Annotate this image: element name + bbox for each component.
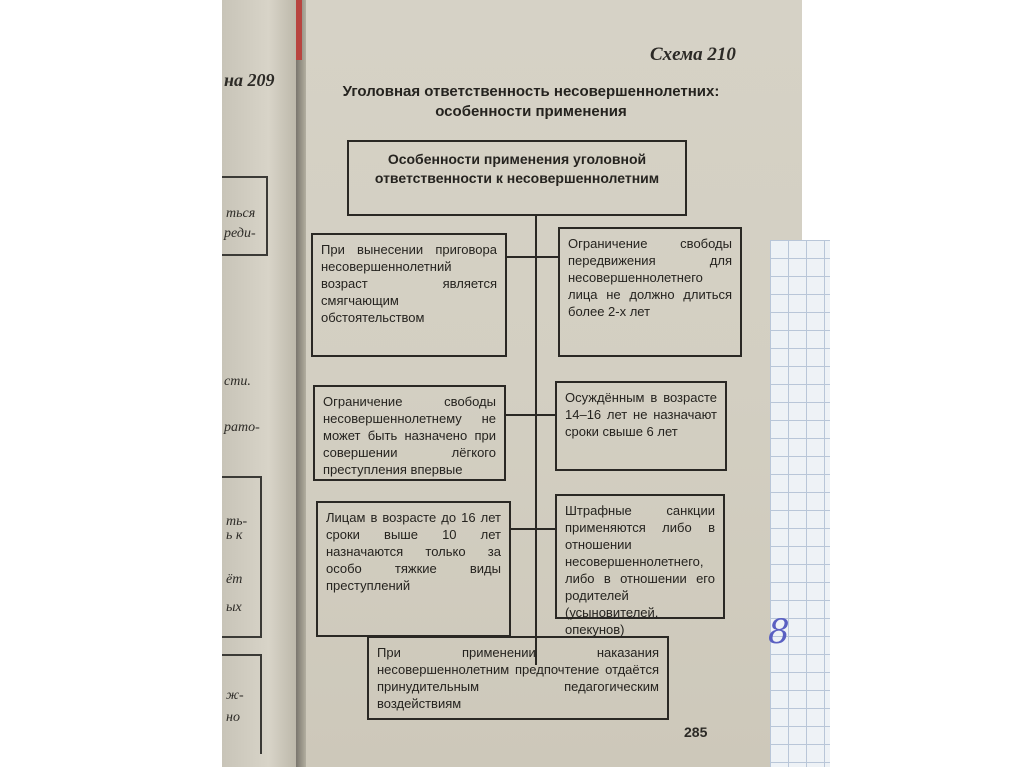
- left-page-rule: [222, 636, 262, 638]
- connector-trunk: [535, 215, 537, 665]
- left-page-rule: [222, 176, 268, 178]
- page-number: 285: [684, 724, 708, 740]
- book-cover-edge: [296, 0, 302, 60]
- bottom-box: При применении наказания несовершеннолетним предпочтение отдаётся принудительным педагогическим воздействиям: [367, 636, 669, 720]
- left-page-fragment: ых: [226, 600, 242, 615]
- top-box: Особенности применения уголовной ответственности к несовершеннолетним: [347, 140, 687, 216]
- right-box-1: Ограничение свободы передвижения для несовершеннолетнего лица не должно длиться более 2-х лет: [558, 227, 742, 357]
- left-page-fragment: сти.: [224, 374, 251, 389]
- left-page-rule: [222, 654, 262, 656]
- schema-number: Схема 210: [650, 44, 736, 65]
- left-page-fragment: ёт: [226, 572, 243, 587]
- left-page-rule: [266, 176, 268, 254]
- left-page-fragment: ж-: [226, 688, 244, 703]
- left-page-rule: [260, 476, 262, 636]
- right-box-3: Штрафные санкции применяются либо в отношении несовершеннолетнего, либо в отношении его родителей (усыновителей, опекунов): [555, 494, 725, 619]
- left-box-2: Ограничение свободы несовершеннолетнему не может быть назначено при совершении лёгкого преступления впервые: [313, 385, 506, 481]
- left-page-fragment: ть-: [226, 514, 248, 529]
- left-page-fragment: реди-: [224, 226, 256, 241]
- left-box-1: При вынесении приговора несовершеннолетний возраст является смягчающим обстоятельством: [311, 233, 507, 357]
- left-page-rule: [222, 254, 268, 256]
- right-box-2: Осуждённым в возрасте 14–16 лет не назначают сроки свыше 6 лет: [555, 381, 727, 471]
- diagram-title: Уголовная ответственность несовершеннолетних: особенности применения: [342, 83, 720, 120]
- connector-row-3: [511, 528, 555, 530]
- left-page-rule: [260, 654, 262, 754]
- left-page-fragment: но: [226, 710, 240, 725]
- left-box-3: Лицам в возрасте до 16 лет сроки выше 10 лет назначаются только за особо тяжкие виды преступлений: [316, 501, 511, 637]
- connector-row-2: [506, 414, 555, 416]
- left-page-fragment: ь к: [226, 528, 243, 543]
- grid-paper: [770, 240, 830, 767]
- left-page-fragment: ться: [226, 206, 256, 221]
- left-page-rule: [222, 476, 262, 478]
- handwritten-mark: 8: [768, 612, 790, 652]
- prev-schema-label: на 209: [224, 70, 275, 90]
- left-page-fragment: рато-: [224, 420, 260, 435]
- connector-row-1: [507, 256, 558, 258]
